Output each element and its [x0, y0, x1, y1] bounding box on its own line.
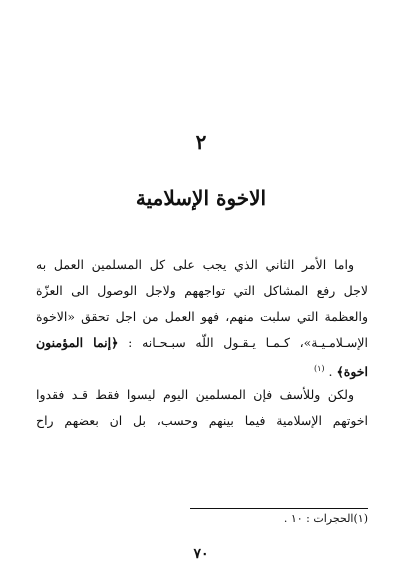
text-line-with-quote: [36, 356, 368, 382]
text-line: والعظمة التي سلبت منهم، فهو العمل من اجل تحقق «الاخوة: [36, 309, 368, 324]
text-line-with-quote: [36, 330, 368, 356]
text-segment: الإسـلامـيـة»، كـمـا يـقـول اللّه سبـحـانه :: [118, 335, 368, 350]
footnote-reference: (١): [313, 364, 325, 373]
text-segment: .: [328, 364, 337, 380]
text-line: لاجل رفع المشاكل التي تواجههم ولاجل الوصول الى العزّة: [36, 283, 368, 298]
body-text: [36, 252, 368, 434]
page-number: ٧٠: [193, 546, 209, 562]
paragraph-1: [36, 252, 368, 382]
paragraph-2: [36, 382, 368, 434]
chapter-title: الاخوة الإسلامية: [135, 186, 267, 210]
quran-quote: ﴿إنما المؤمنون: [36, 335, 119, 350]
footnote: (١)الحجرات : ١٠ .: [283, 512, 368, 525]
chapter-number: ٢: [195, 130, 207, 154]
quran-quote: اخوة﴾: [336, 364, 368, 380]
footnote-divider: [190, 508, 368, 509]
text-line: اخوتهم الإسلامية فيما بينهم وحسب، بل ان بعضهم راح: [36, 413, 368, 428]
text-line: ولكن وللأسف فإن المسلمين اليوم ليسوا فقط قـد فقدوا: [36, 387, 354, 402]
text-line: واما الأمر الثاني الذي يجب على كل المسلمين العمل به: [36, 257, 354, 272]
